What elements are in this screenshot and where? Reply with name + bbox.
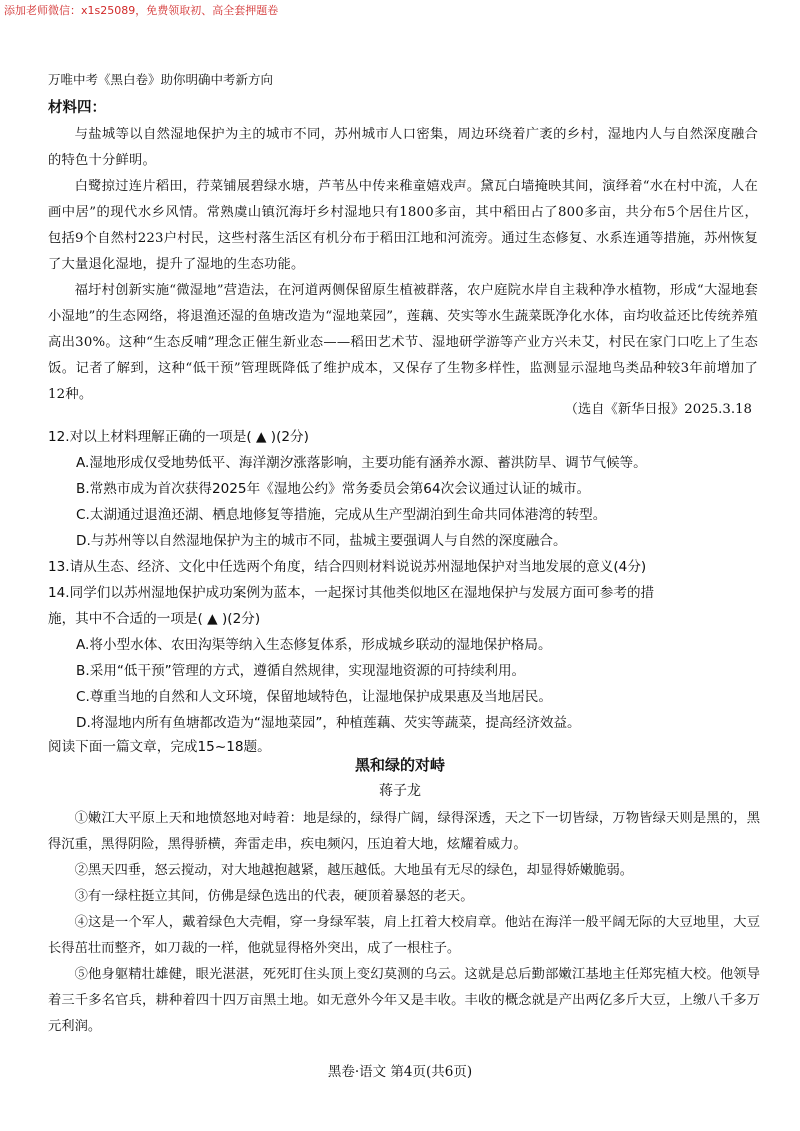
answer-blank-triangle-icon: ▲ xyxy=(207,611,218,627)
q12-option-b: B.常熟市成为首次获得2025年《湿地公约》常务委员会第64次会议通过认证的城市。 xyxy=(76,481,591,497)
question-12 xyxy=(48,424,760,450)
page-footer: 黑卷·语文 第4页(共6页) xyxy=(327,1064,473,1080)
material-paragraph-3: 福圩村创新实施“微湿地”营造法，在河道两侧保留原生植被群落，农户庭院水岸自主栽种净水植物，形成“大湿地套小湿地”的生态网络，将退渔还湿的鱼塘改造为“湿地菜园”，莲藕、芡实等水生蔬菜既净化水体，亩均收益还比传统养殖高出30%。这种“生态反哺”理念正催生新业态——稻田艺术节、湿地研学游等产业方兴未艾，村民在家门口吃上了生态饭。记者了解到，这种“低干预”管理既降低了维护成本，又保存了生物多样性，监测显示湿地鸟类品种较3年前增加了12种。 xyxy=(48,283,758,402)
material-paragraph-1: 与盐城等以自然湿地保护为主的城市不同，苏州城市人口密集，周边环绕着广袤的乡村，湿地内人与自然深度融合的特色十分鲜明。 xyxy=(48,127,758,168)
q14-option-a: A.将小型水体、农田沟渠等纳入生态修复体系，形成城乡联动的湿地保护格局。 xyxy=(76,637,552,653)
question-14-score: )(2分) xyxy=(221,611,261,627)
section-heading: 材料四： xyxy=(48,99,106,116)
q14-option-d: D.将湿地内所有鱼塘都改造为“湿地菜园”，种植莲藕、芡实等蔬菜，提高经济效益。 xyxy=(76,715,581,731)
article-paragraph-2: ②黑天四垂，怒云搅动，对大地越抱越紧，越压越低。大地虽有无尽的绿色，却显得娇嫩脆弱。 xyxy=(74,863,634,878)
answer-blank-triangle-icon: ▲ xyxy=(255,429,267,445)
article-paragraph-3: ③有一绿柱挺立其间，仿佛是绿色选出的代表，硬顶着暴怒的老天。 xyxy=(74,889,474,904)
article-author: 蒋子龙 xyxy=(379,783,421,799)
q12-option-c: C.太湖通过退渔还湖、栖息地修复等措施，完成从生产型湖泊到生命共同体港湾的转型。 xyxy=(76,507,607,523)
reading-instruction: 阅读下面一篇文章，完成15~18题。 xyxy=(48,739,271,755)
question-14-stem: 施，其中不合适的一项是( xyxy=(48,611,203,627)
question-14-line-1: 14.同学们以苏州湿地保护成功案例为蓝本，一起探讨其他类似地区在湿地保护与发展方面可参考的措 xyxy=(48,585,655,601)
q14-option-b: B.采用“低干预”管理的方式，遵循自然规律，实现湿地资源的可持续利用。 xyxy=(76,663,526,679)
page-header: 万唯中考《黑白卷》助你明确中考新方向 xyxy=(48,72,274,87)
question-12-stem: 12.对以上材料理解正确的一项是( xyxy=(48,429,252,445)
q12-option-d: D.与苏州等以自然湿地保护为主的城市不同，盐城主要强调人与自然的深度融合。 xyxy=(76,533,567,549)
article-paragraph-5: ⑤他身躯精壮雄健，眼光湛湛，死死盯住头顶上变幻莫测的乌云。这就是总后勤部嫩江基地主任郑宪植大校。他领导着三千多名官兵，耕种着四十四万亩黑土地。如无意外今年又是丰收。丰收的概念就是产出两亿多斤大豆，上缴八千多万元利润。 xyxy=(48,967,760,1034)
source-citation: （选自《新华日报》2025.3.18 xyxy=(564,402,752,417)
question-14-line-2 xyxy=(48,606,760,632)
question-12-score: )(2分) xyxy=(270,429,309,445)
article-paragraph-4: ④这是一个军人，戴着绿色大壳帽，穿一身绿军装，肩上扛着大校肩章。他站在海洋一般平阔无际的大豆地里，大豆长得茁壮而整齐，如刀裁的一样，他就显得格外突出，成了一根柱子。 xyxy=(48,915,760,956)
q14-option-c: C.尊重当地的自然和人文环境，保留地域特色，让湿地保护成果惠及当地居民。 xyxy=(76,689,552,705)
article-paragraph-1: ①嫩江大平原上天和地愤怒地对峙着：地是绿的，绿得广阔，绿得深透，天之下一切皆绿，万物皆绿天则是黑的，黑得沉重，黑得阴险，黑得骄横，奔雷走串，疾电频闪，压迫着大地，炫耀着威力。 xyxy=(48,811,760,852)
q12-option-a: A.湿地形成仅受地势低平、海洋潮汐涨落影响，主要功能有涵养水源、蓄洪防旱、调节气候等。 xyxy=(76,455,647,471)
article-title: 黑和绿的对峙 xyxy=(354,756,445,774)
question-13: 13.请从生态、经济、文化中任选两个角度，结合四则材料说说苏州湿地保护对当地发展的意义(4分) xyxy=(48,559,647,575)
watermark-banner: 添加老师微信：x1s25089，免费领取初、高全套押题卷 xyxy=(4,4,279,17)
material-paragraph-2: 白鹭掠过连片稻田，荇菜铺展碧绿水塘，芦苇丛中传来稚童嬉戏声。黛瓦白墙掩映其间，演绎着“水在村中流，人在画中居”的现代水乡风情。常熟虞山镇沉海圩乡村湿地只有1800多亩，其中稻田占了800多亩，共分布5个居住片区，包括9个自然村223户村民，这些村落生活区有机分布于稻田江地和河流旁。通过生态修复、水系连通等措施，苏州恢复了大量退化湿地，提升了湿地的生态功能。 xyxy=(48,179,758,272)
